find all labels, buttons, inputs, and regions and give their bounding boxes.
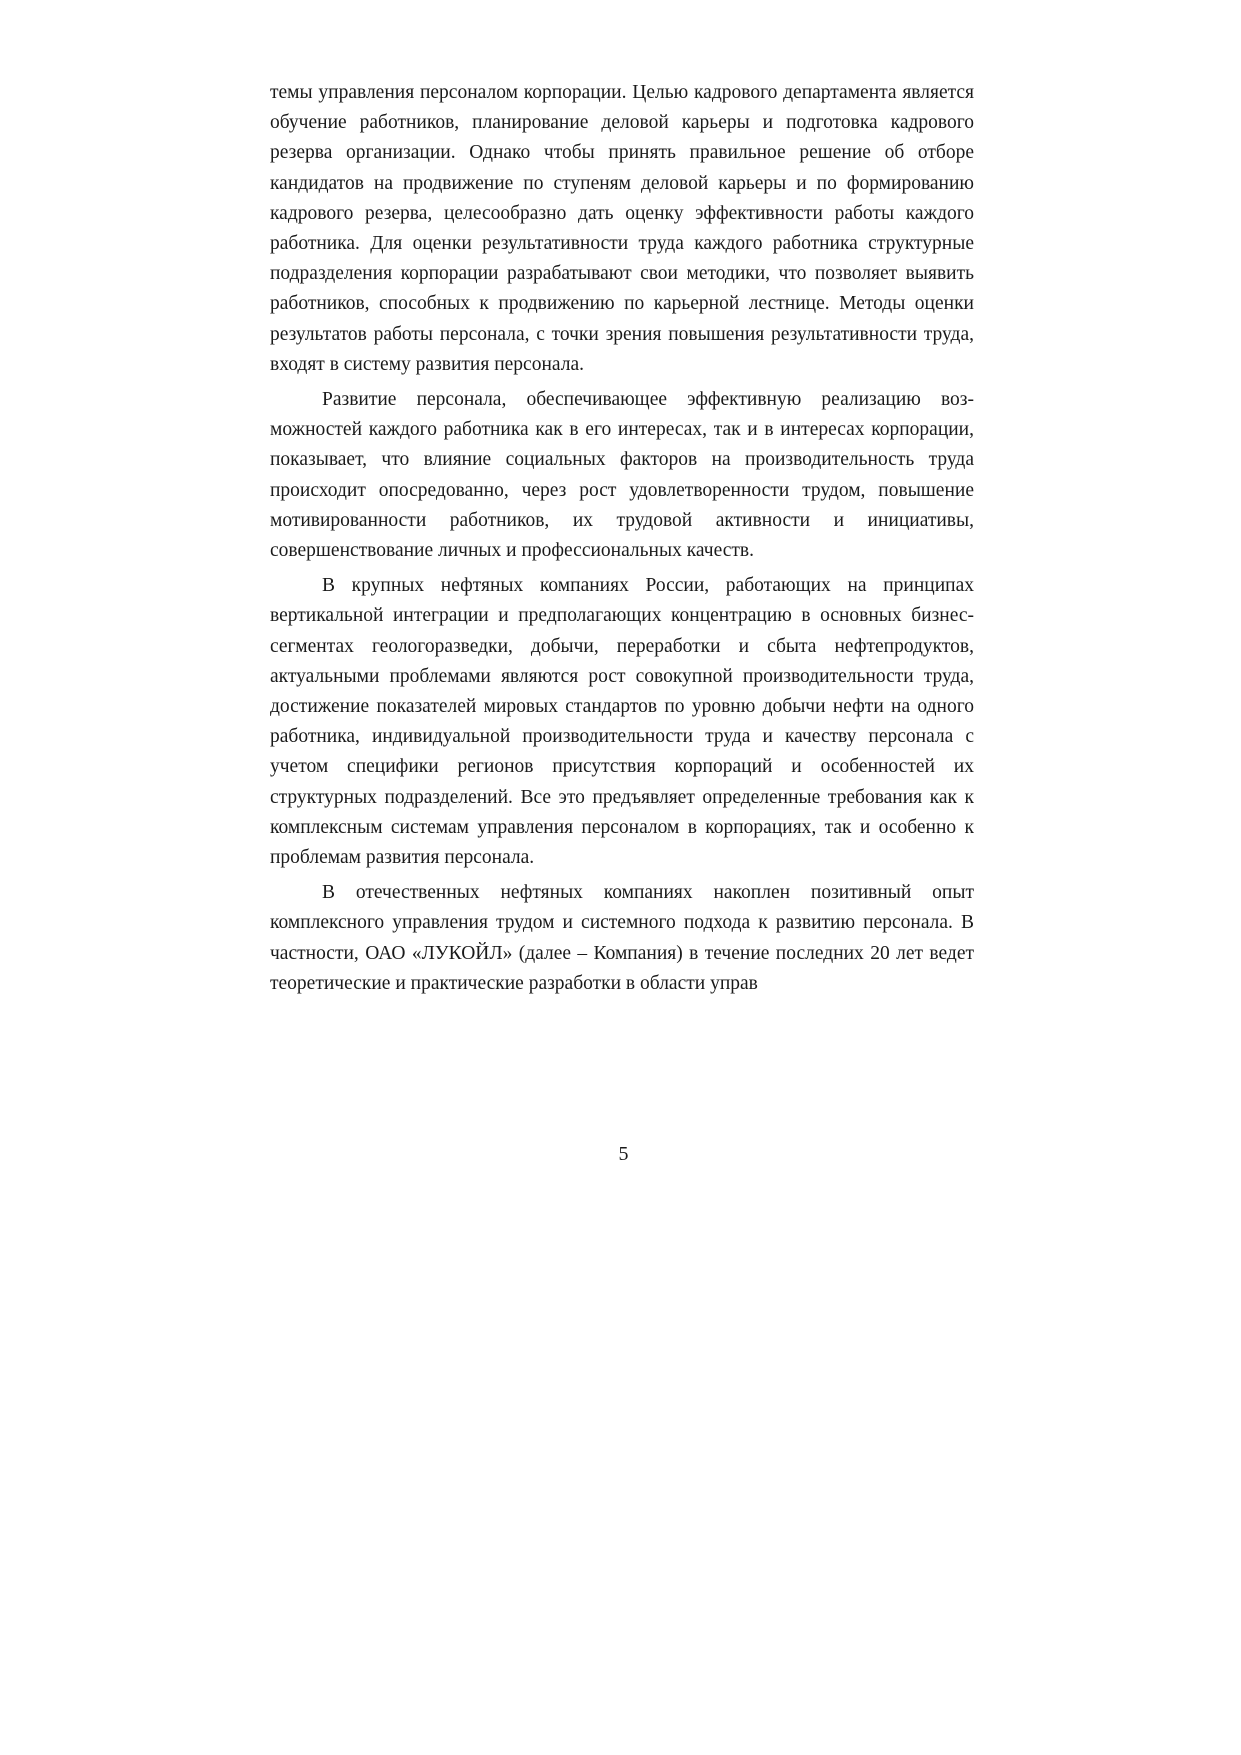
page-number: 5 xyxy=(618,1143,629,1165)
paragraph-3: В крупных нефтяных компаниях России, работающих на принципах вертикальной интеграции и предполагающих концентрацию в основных бизнес-сегментах геологоразведки, добычи, переработки и сбыта нефтепродуктов, актуальными проблемами являются рост совокупной производительности труда, достижение показателей мировых стандартов по уровню добычи нефти на одного работника, индивидуальной производительности труда и качеству персонала с учетом специфики регионов присутствия корпораций и особенностей их структурных подразделений. Все это предъявляет определенные требования как к комплексным системам управления персоналом в корпорациях, так и особенно к проблемам развития персонала. xyxy=(270,575,974,869)
paragraph-2: Развитие персонала, обеспечивающее эффективную реализацию возможностей каждого работника как в его интересах, так и в интересах корпорации, показывает, что влияние социальных факторов на производительность труда происходит опосредованно, через рост удовлетворенности трудом, повышение мотивированности работников, их трудовой активности и инициативы, совершенствование личных и профессиональных качеств. xyxy=(270,389,974,562)
paragraph-4: В отечественных нефтяных компаниях накоплен позитивный опыт комплексного управления трудом и системного подхода к развитию персонала. В частности, ОАО «ЛУКОЙЛ» (далее – Компания) в течение последних 20 лет ведет теоретические и практические разработки в области управ xyxy=(270,882,974,994)
body-text xyxy=(270,78,974,1004)
paragraph-1: темы управления персоналом корпорации. Целью кадрового департамента является обучение работников, планирование деловой карьеры и подготовка кадрового резерва организации. Однако чтобы принять правильное решение об отборе кандидатов на продвижение по ступеням деловой карьеры и по формированию кадрового резерва, целесообразно дать оценку эффективности работы каждого работника. Для оценки результативности труда каждого работника структурные подразделения корпорации разрабатывают свои методики, что позволяет выявить работников, способных к продвижению по карьерной лестнице. Методы оценки результатов работы персонала, с точки зрения повышения результативности труда, входят в систему развития персонала. xyxy=(270,82,974,375)
